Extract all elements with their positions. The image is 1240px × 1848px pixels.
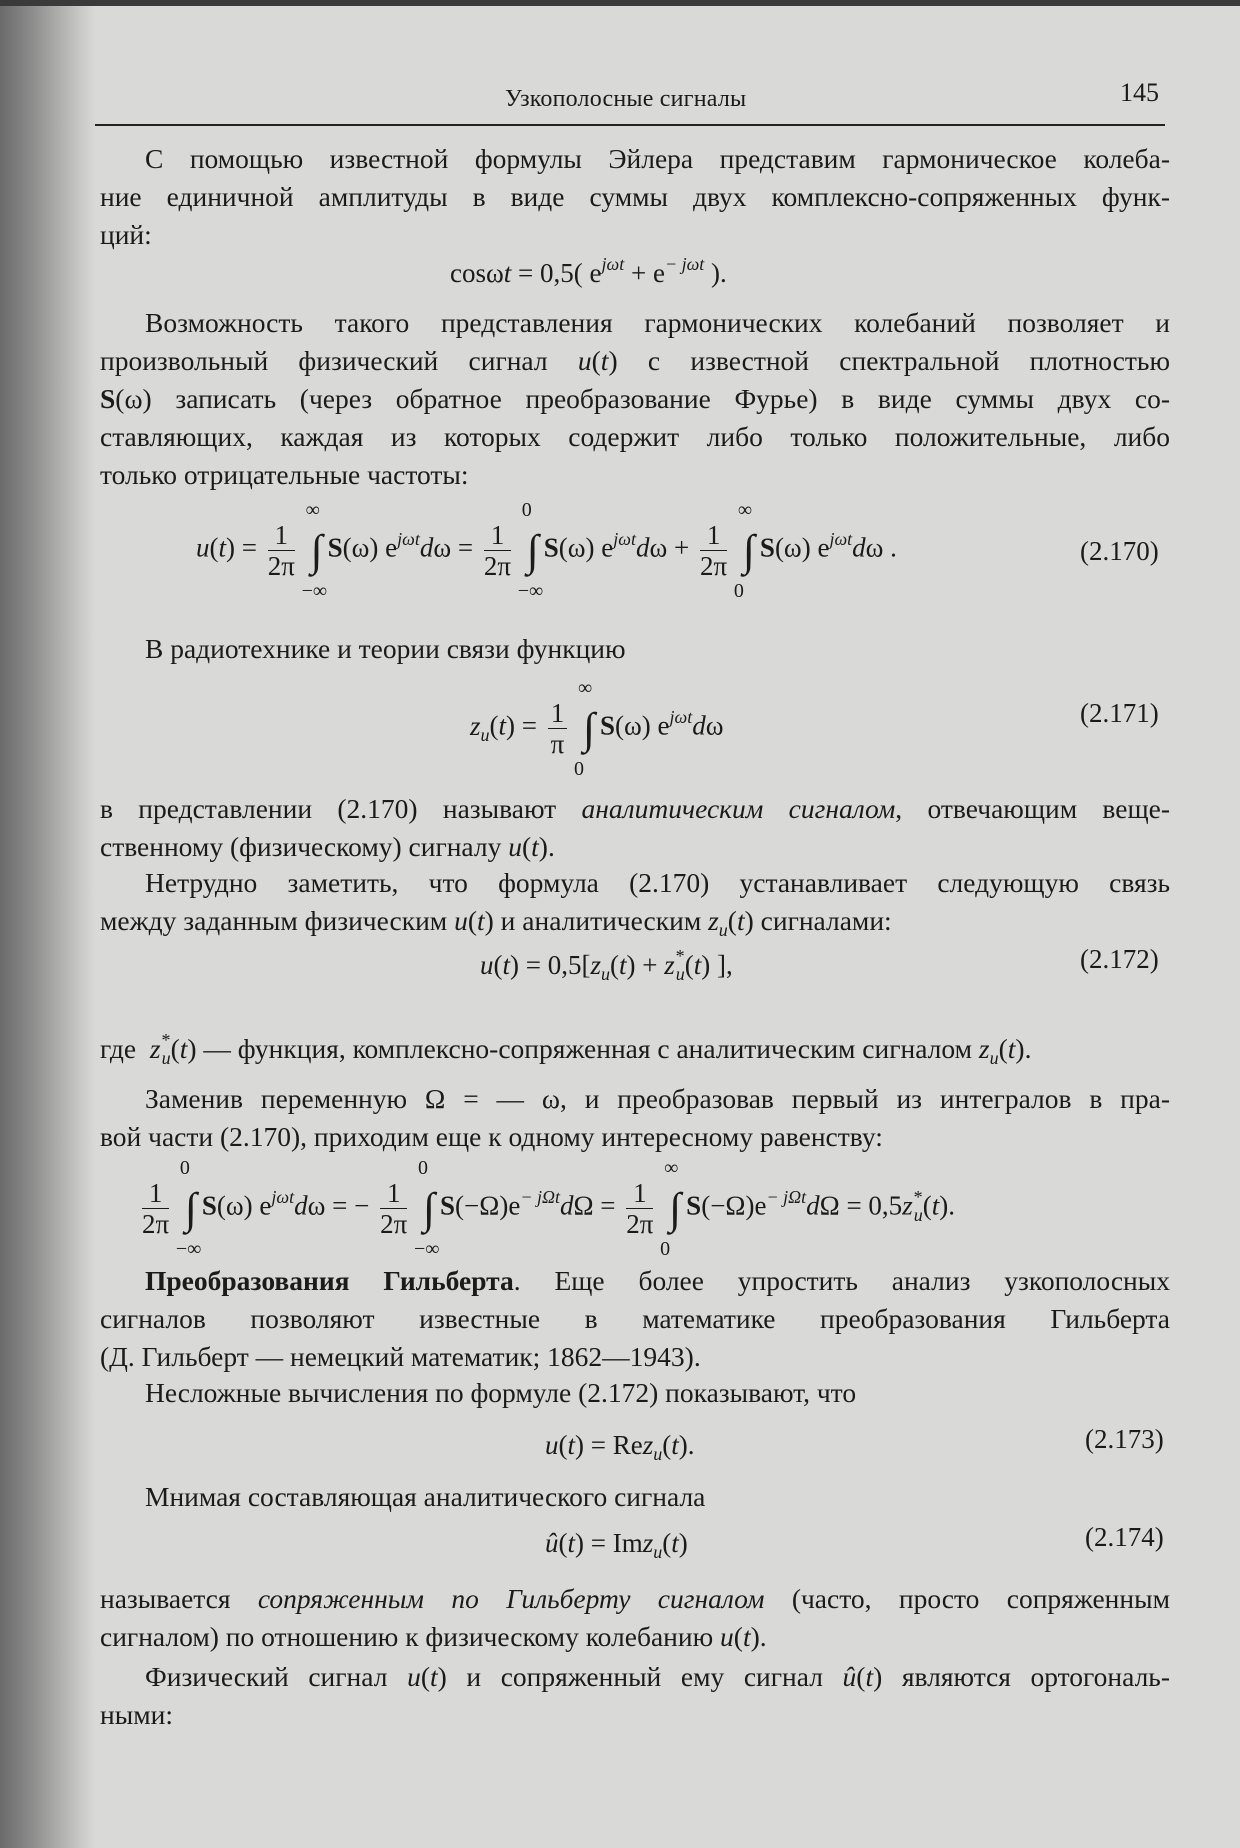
text-line: Несложные вычисления по формуле (2.172) показывают, что [145, 1377, 857, 1408]
text-line: где $z^*_u(t)$ — функция, комплексно-сопряженная с аналитическим сигналом $z_u(t)$. [100, 1030, 1032, 1068]
text-line: ственному (физическому) сигналу u(t). [100, 831, 555, 862]
euler-formula: cosωt = 0,5( $e^{j\omega t} + e^{- j\omega t}$ ). [450, 254, 727, 288]
text-line: называется сопряженным по Гильберту сигналом (часто, просто сопряженным [100, 1583, 1170, 1614]
page-number: 145 [1120, 78, 1159, 107]
text-line: ными: [100, 1699, 173, 1730]
equality-formula: $\frac{1}{2\pi}$ 0 ∫ −∞ S(ω) $e^{j\omega t}d\omega$ = − $\frac{1}{2\pi}$ 0 ∫ −∞ $S(-\Omega)e^{- j\Omega t}d\Omega$ = $\frac{1}{2\pi}$ ∞ ∫ 0 $S(-\Omega)e^{- j\Omega t}d\Omega = 0,5z^*_u(t)$. [142, 1156, 955, 1260]
paragraph-conjugate [100, 1030, 1170, 1068]
text-line: Преобразования Гильберта. Еще более упростить анализ узкополосных [145, 1265, 1170, 1296]
text-line: сигналов позволяют известные в математике преобразования Гильберта [100, 1303, 1170, 1334]
text-line: ние единичной амплитуды в виде суммы двух комплексно-сопряженных функ- [100, 181, 1170, 212]
paragraph-hilbert [100, 1262, 1170, 1376]
text-line: между заданным физическим u(t) и аналитическим $z_u(t)$ сигналами: [100, 905, 892, 940]
text-line: Мнимая составляющая аналитического сигнала [145, 1481, 706, 1512]
paragraph-imaginary [100, 1478, 1170, 1516]
paragraph-hilbert-conjugate [100, 1580, 1170, 1656]
text-line: вой части (2.170), приходим еще к одному интересному равенству: [100, 1121, 883, 1152]
text-line: (Д. Гильберт — немецкий математик; 1862—1943). [100, 1341, 701, 1372]
equation-2-173: u(t) = Rez$_u$(t). [545, 1430, 695, 1464]
paragraph-substitution [100, 1080, 1170, 1156]
equation-2-174: û(t) = Imz$_u$(t) [545, 1528, 688, 1562]
paragraph-radio [100, 630, 1170, 668]
equation-number: (2.170) [1080, 536, 1159, 566]
paragraph-euler-intro [100, 140, 1170, 254]
text-line: Физический сигнал u(t) и сопряженный ему сигнал û(t) являются ортогональ- [145, 1661, 1170, 1692]
text-line: С помощью известной формулы Эйлера представим гармоническое колеба- [145, 143, 1170, 174]
equation-number: (2.174) [1085, 1522, 1164, 1552]
equation-number: (2.171) [1080, 698, 1159, 728]
equation-2-172: $u(t) = 0,5[z_u(t) + z^*_u(t)$ ], [480, 946, 733, 984]
paragraph-analytic [100, 790, 1170, 866]
equation-2-171: $z_u(t)$ = $\frac{1}{\pi}$ ∞ ∫ 0 S(ω) $e^{j\omega t}d\omega$ [470, 676, 724, 780]
equation-2-170: u(t) = $\frac{1}{2\pi}$ ∞ ∫ −∞ S(ω) $e^{j\omega t}d\omega$ = $\frac{1}{2\pi}$ 0 ∫ −∞ S(ω) $e^{j\omega t}d\omega$ + $\frac{1}{2\pi}$ ∞ ∫ 0 S(ω) $e^{j\omega t}d\omega$ . [196, 498, 897, 602]
text-line: Возможность такого представления гармонических колебаний позволяет и [145, 307, 1170, 338]
text-line: В радиотехнике и теории связи функцию [145, 633, 626, 664]
text-line: только отрицательные частоты: [100, 459, 469, 490]
section-heading-hilbert: Преобразования Гильберта [145, 1265, 514, 1296]
text-line: S(ω) записать (через обратное преобразование Фурье) в виде суммы двух со- [100, 383, 1170, 414]
paragraph-calculations [100, 1374, 1170, 1412]
paragraph-orthogonal [100, 1658, 1170, 1734]
paragraph-representation [100, 304, 1170, 494]
header-rule [95, 124, 1165, 126]
text-line: ставляющих, каждая из которых содержит либо только положительные, либо [100, 421, 1170, 452]
paragraph-relation [100, 864, 1170, 940]
text-line: сигналом) по отношению к физическому колебанию u(t). [100, 1621, 767, 1652]
equation-number: (2.173) [1085, 1424, 1164, 1454]
text-line: Нетрудно заметить, что формула (2.170) устанавливает следующую связь [145, 867, 1170, 898]
text-line: Заменив переменную Ω = — ω, и преобразовав первый из интегралов в пра- [145, 1083, 1170, 1114]
text-line: ций: [100, 219, 152, 250]
running-title: Узкополосные сигналы [505, 86, 747, 112]
equation-number: (2.172) [1080, 944, 1159, 974]
text-line: в представлении (2.170) называют аналитическим сигналом, отвечающим веще- [100, 793, 1170, 824]
text-line: произвольный физический сигнал u(t) с известной спектральной плотностью [100, 345, 1170, 376]
